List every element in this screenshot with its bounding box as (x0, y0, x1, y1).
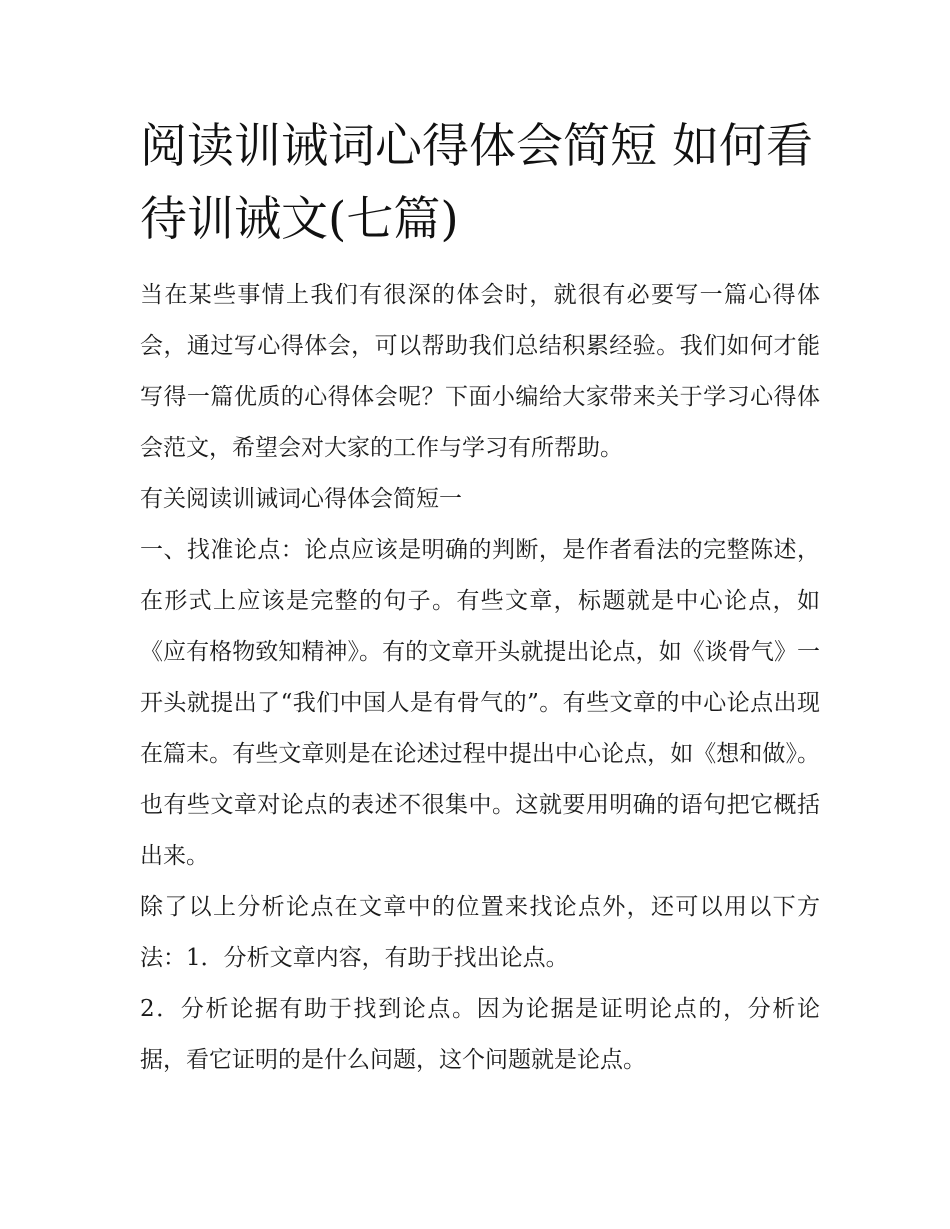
document-body (140, 270, 820, 1086)
paragraph-find-argument: 一、找准论点：论点应该是明确的判断，是作者看法的完整陈述，在形式上应该是完整的句子。有些文章，标题就是中心论点，如《应有格物致知精神》。有的文章开头就提出论点，如《谈骨气》一开头就提出了“我们中国人是有骨气的”。有些文章的中心论点出现在篇末。有些文章则是在论述过程中提出中心论点，如《想和做》。也有些文章对论点的表述不很集中。这就要用明确的语句把它概括出来。 (140, 537, 820, 869)
paragraph-method-two: 2．分析论据有助于找到论点。因为论据是证明论点的，分析论据，看它证明的是什么问题，这个问题就是论点。 (140, 996, 820, 1073)
document-page (140, 110, 820, 1086)
paragraph-intro: 当在某些事情上我们有很深的体会时，就很有必要写一篇心得体会，通过写心得体会，可以帮助我们总结积累经验。我们如何才能写得一篇优质的心得体会呢？下面小编给大家带来关于学习心得体会范文，希望会对大家的工作与学习有所帮助。 (140, 282, 820, 461)
paragraph-method-one: 除了以上分析论点在文章中的位置来找论点外，还可以用以下方法：1．分析文章内容，有助于找出论点。 (140, 894, 820, 971)
document-title: 阅读训诫词心得体会简短 如何看待训诫文(七篇) (140, 119, 813, 247)
section-heading: 有关阅读训诫词心得体会简短一 (140, 486, 462, 512)
